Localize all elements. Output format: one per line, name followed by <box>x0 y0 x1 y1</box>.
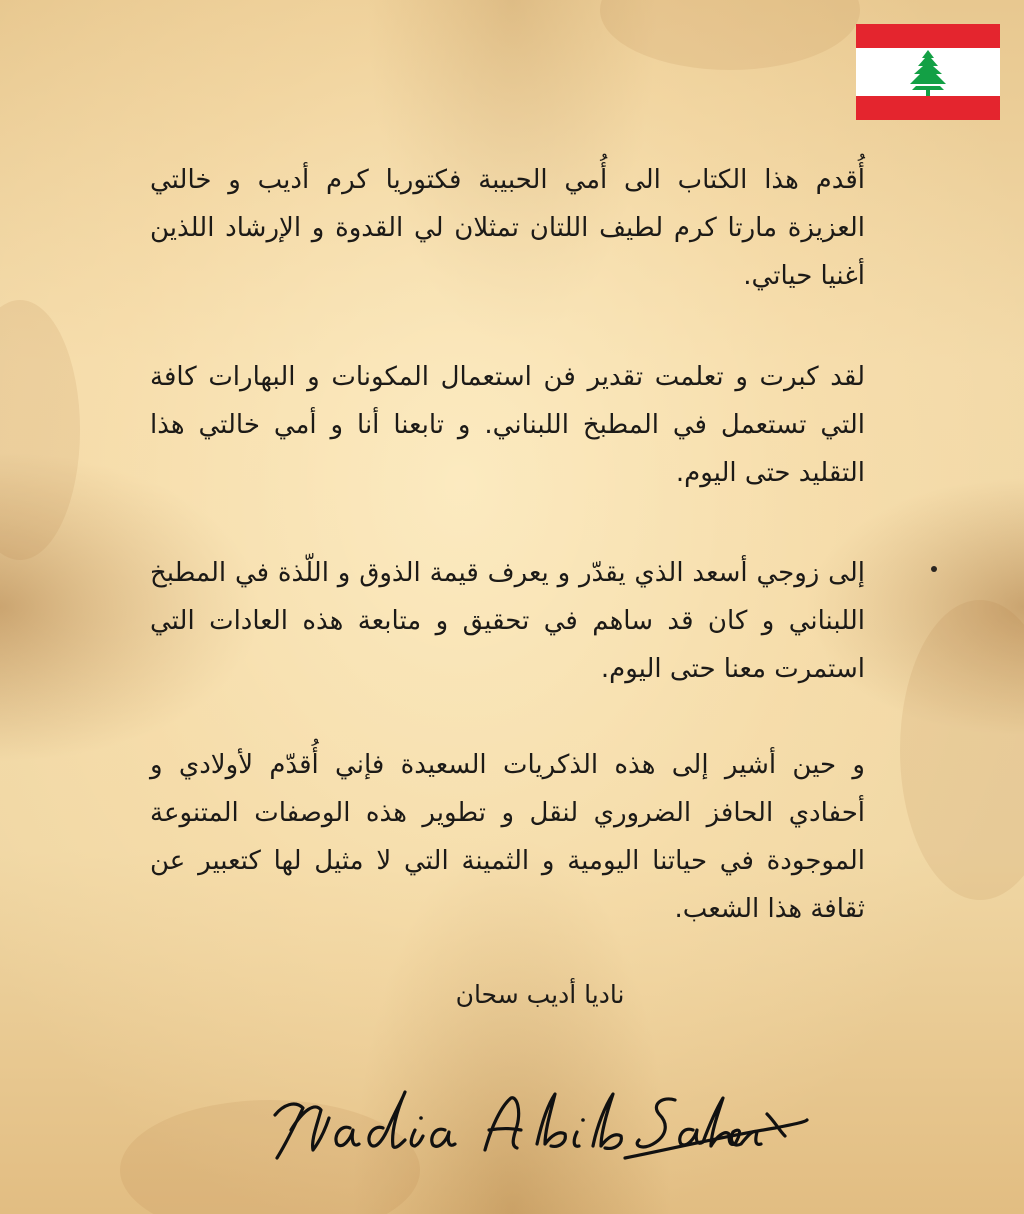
handwritten-signature <box>255 1070 815 1180</box>
bullet-dot <box>931 566 937 572</box>
paper-stain <box>900 600 1024 900</box>
paper-stain <box>0 300 80 560</box>
dedication-paragraph-children: و حين أشير إلى هذه الذكريات السعيدة فإني أُقدّم لأولادي و أحفادي الحافز الضروري لنقل و تطوير هذه الوصفات المتنوعة الموجودة في حياتنا اليومية و الثمينة التي لا مثيل لها كتعبير عن ثقافة هذا الشعب. <box>150 750 865 924</box>
signer-name: ناديا أديب سحان <box>455 980 625 1009</box>
dedication-paragraph-husband: إلى زوجي أسعد الذي يقدّر و يعرف قيمة الذوق و اللّذة في المطبخ اللبناني و كان قد ساهم في تحقيق و متابعة هذه العادات التي استمرت معنا حتى اليوم. <box>150 558 865 684</box>
paper-stain <box>600 0 860 70</box>
dedication-paragraph-tradition: لقد كبرت و تعلمت تقدير فن استعمال المكونات و البهارات كافة التي تستعمل في المطبخ اللبناني. و تابعنا أنا و أمي خالتي هذا التقليد حتى اليوم. <box>150 362 865 488</box>
dedication-paragraph-mothers: أُقدم هذا الكتاب الى أُمي الحبيبة فكتوريا كرم أديب و خالتي العزيزة مارتا كرم لطيف اللتان تمثلان لي القدوة و الإرشاد اللذين أغنيا حياتي. <box>150 165 865 291</box>
lebanon-flag-icon <box>856 24 1000 120</box>
